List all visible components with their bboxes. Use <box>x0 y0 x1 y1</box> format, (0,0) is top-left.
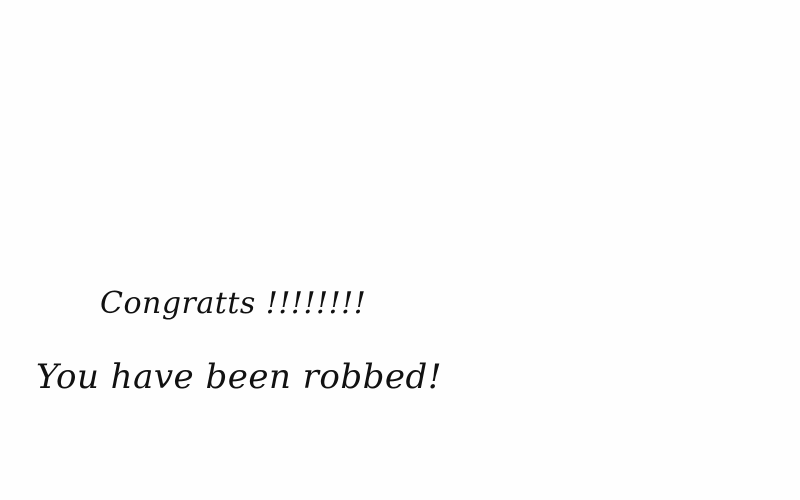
congrats-text: Congratts !!!!!!!! <box>100 286 367 321</box>
robbed-text: You have been robbed! <box>36 357 442 397</box>
